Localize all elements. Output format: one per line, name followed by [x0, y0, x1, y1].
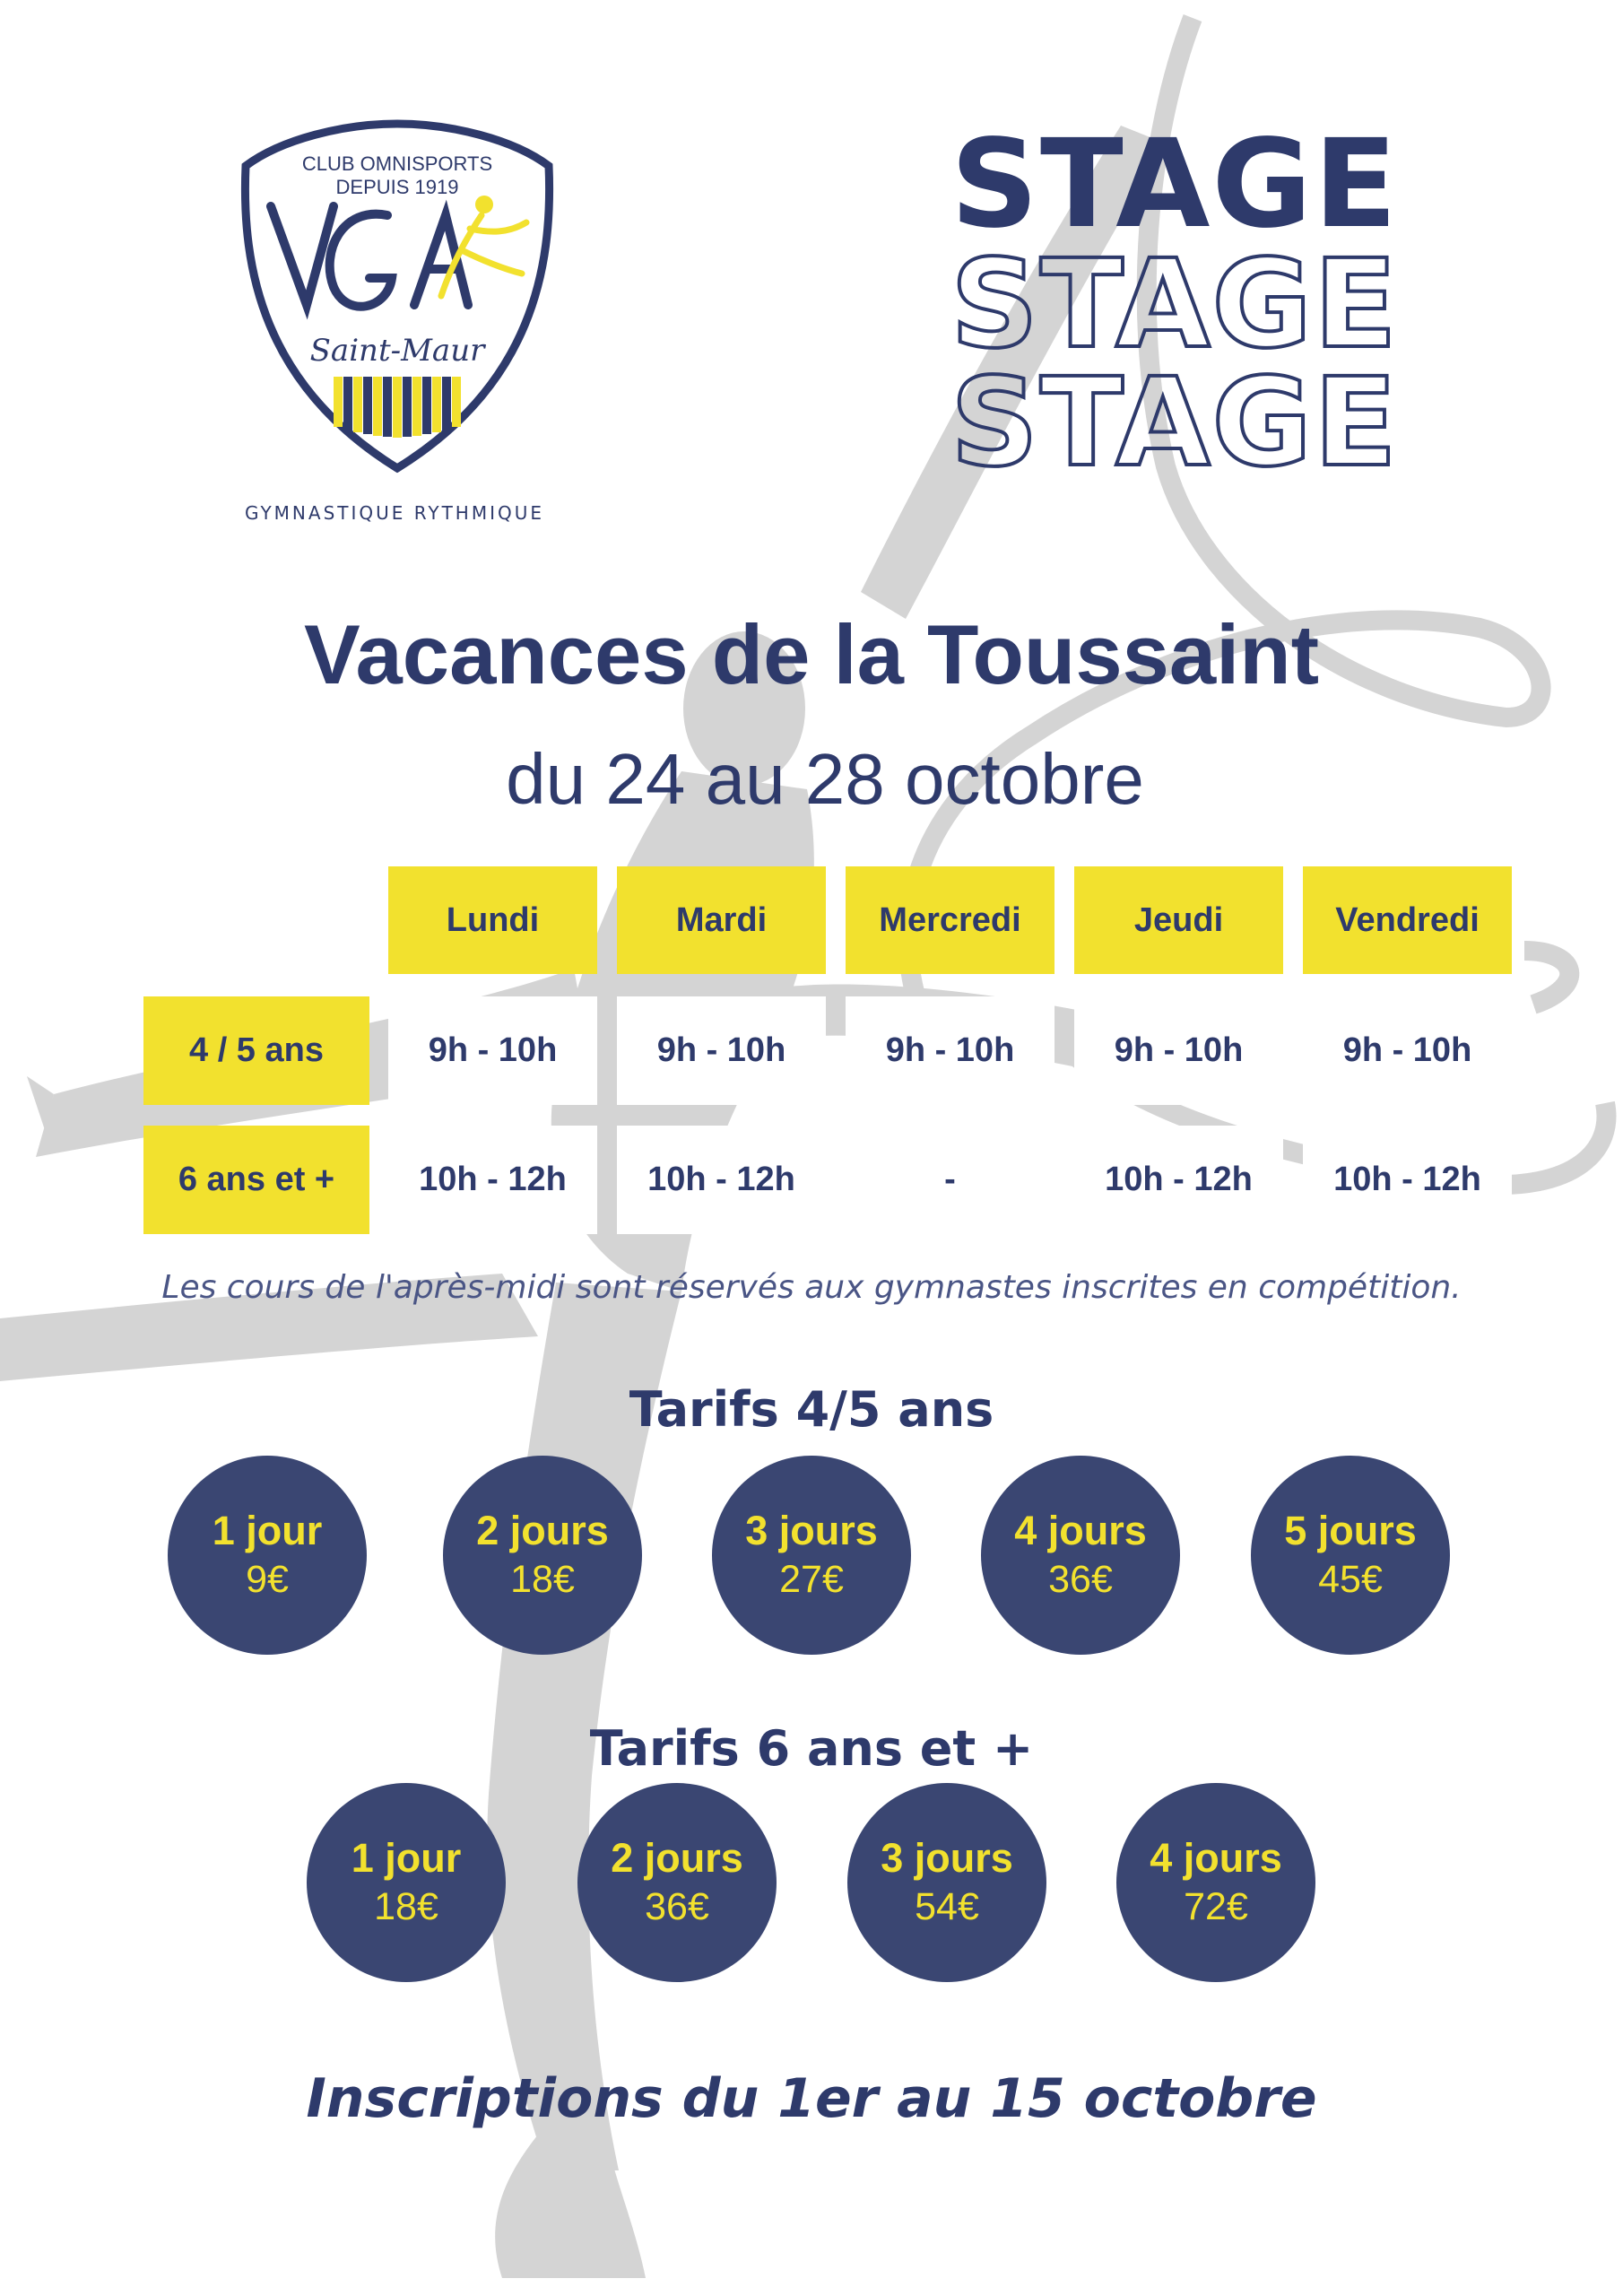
day-header: Mercredi [846, 866, 1055, 974]
price-amount: 18€ [510, 1558, 575, 1602]
price-circle [443, 1456, 642, 1655]
row-label-4-5-ans: 4 / 5 ans [143, 996, 369, 1105]
logo-arc-text-1: CLUB OMNISPORTS [301, 152, 493, 175]
time-cell: 10h - 12h [388, 1126, 597, 1234]
time-cell: 9h - 10h [617, 996, 826, 1105]
price-days: 1 jour [351, 1835, 462, 1881]
time-cell: 10h - 12h [1074, 1126, 1283, 1234]
time-cell: 9h - 10h [388, 996, 597, 1105]
club-logo [235, 117, 560, 475]
price-amount: 54€ [915, 1885, 979, 1929]
price-days: 5 jours [1284, 1508, 1417, 1553]
price-circle [847, 1783, 1046, 1982]
stage-word-outline: STAGE [950, 352, 1399, 494]
price-days: 4 jours [1014, 1508, 1147, 1553]
logo-script-text: Saint-Maur [309, 333, 485, 369]
stage-word-outline: STAGE [950, 234, 1399, 376]
tarifs-4-5-title: Tarifs 4/5 ans [629, 1381, 994, 1438]
price-amount: 36€ [645, 1885, 709, 1929]
price-circle [168, 1456, 367, 1655]
afternoon-note: Les cours de l'après-midi sont réservés aux gymnastes inscrites en compétition. [161, 1269, 1462, 1306]
tarifs-6-plus-title: Tarifs 6 ans et + [589, 1720, 1034, 1777]
price-circle [1251, 1456, 1450, 1655]
logo-caption: GYMNASTIQUE RYTHMIQUE [244, 502, 545, 524]
price-days: 3 jours [881, 1835, 1013, 1881]
day-header: Jeudi [1074, 866, 1283, 974]
price-circle [981, 1456, 1180, 1655]
price-circle [577, 1783, 777, 1982]
time-cell: 9h - 10h [1303, 996, 1512, 1105]
row-label-6-ans-et-plus: 6 ans et + [143, 1126, 369, 1234]
price-amount: 9€ [246, 1558, 289, 1602]
date-range: du 24 au 28 octobre [506, 739, 1144, 819]
price-amount: 18€ [374, 1885, 438, 1929]
time-cell: 9h - 10h [1074, 996, 1283, 1105]
price-days: 3 jours [745, 1508, 878, 1553]
day-header: Vendredi [1303, 866, 1512, 974]
price-days: 2 jours [611, 1835, 743, 1881]
stage-word-filled: STAGE [950, 114, 1399, 256]
price-amount: 45€ [1318, 1558, 1383, 1602]
logo-arc-text-2: DEPUIS 1919 [335, 176, 459, 198]
day-header: Lundi [388, 866, 597, 974]
price-circle [1116, 1783, 1315, 1982]
time-cell: 10h - 12h [617, 1126, 826, 1234]
price-days: 2 jours [476, 1508, 609, 1553]
price-days: 1 jour [212, 1508, 323, 1553]
price-circle [307, 1783, 506, 1982]
price-amount: 36€ [1048, 1558, 1113, 1602]
price-circle [712, 1456, 911, 1655]
price-amount: 72€ [1184, 1885, 1248, 1929]
time-cell: 9h - 10h [846, 996, 1055, 1105]
day-header: Mardi [617, 866, 826, 974]
time-cell: - [846, 1126, 1055, 1234]
price-days: 4 jours [1150, 1835, 1282, 1881]
price-amount: 27€ [779, 1558, 844, 1602]
time-cell: 10h - 12h [1303, 1126, 1512, 1234]
page-title: Vacances de la Toussaint [304, 607, 1319, 701]
registration-dates: Inscriptions du 1er au 15 octobre [306, 2067, 1317, 2130]
